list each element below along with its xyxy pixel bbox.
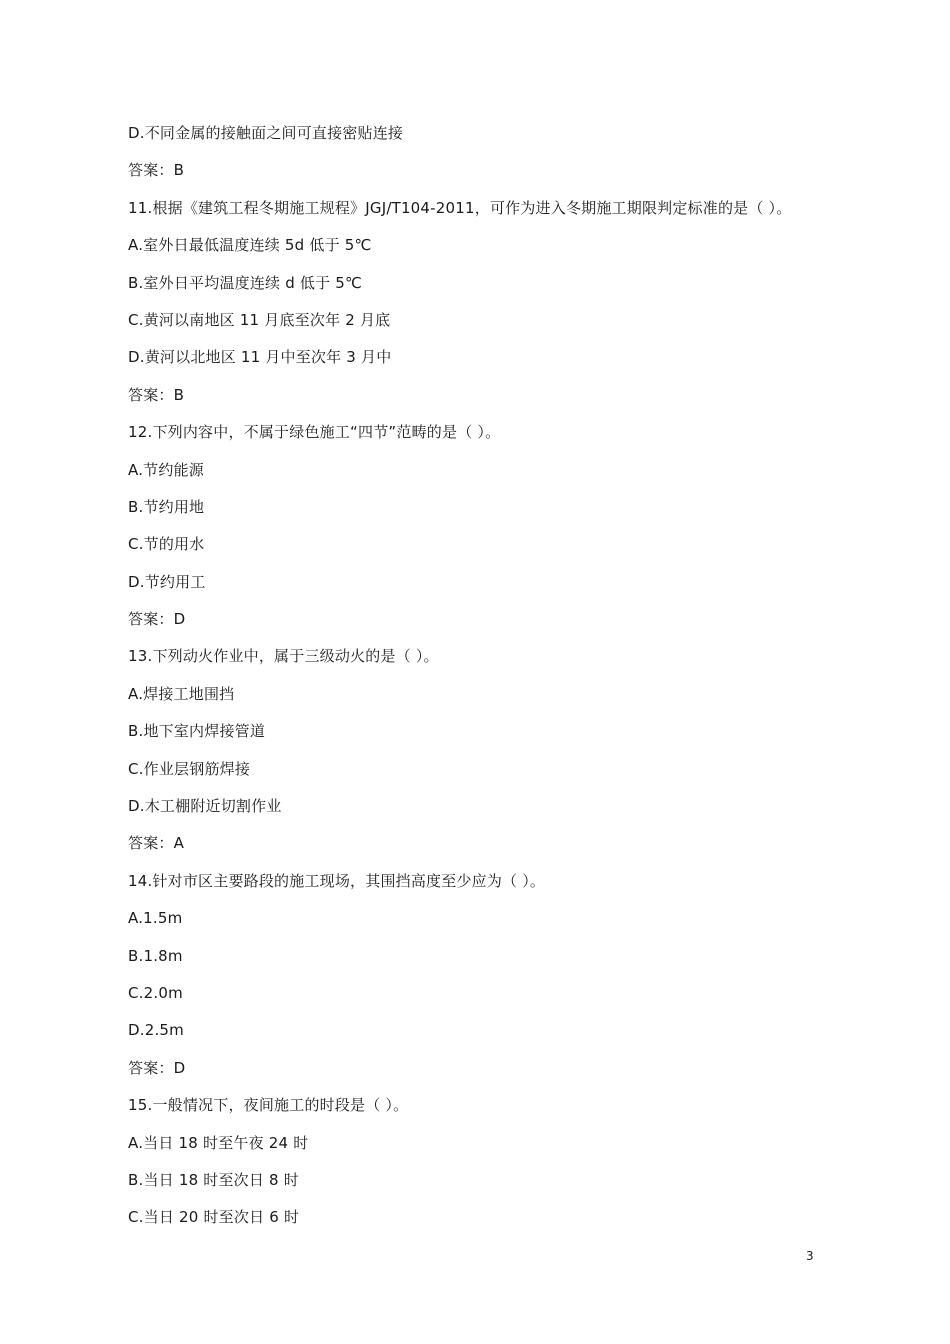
option-c-q14: C.2.0m: [128, 983, 183, 1002]
option-d-q11: D.黄河以北地区 11 月中至次年 3 月中: [128, 348, 392, 367]
question-14: 14.针对市区主要路段的施工现场，其围挡高度至少应为（ ）。: [128, 871, 546, 890]
option-c-q11: C.黄河以南地区 11 月底至次年 2 月底: [128, 310, 391, 329]
answer-q10: 答案：B: [128, 161, 185, 180]
answer-q12: 答案：D: [128, 610, 186, 629]
option-a-q12: A.节约能源: [128, 460, 204, 479]
option-a-q15: A.当日 18 时至午夜 24 时: [128, 1133, 309, 1152]
option-a-q11: A.室外日最低温度连续 5d 低于 5℃: [128, 236, 372, 255]
question-12: 12.下列内容中，不属于绿色施工“四节”范畴的是（ ）。: [128, 423, 501, 442]
option-c-q13: C.作业层钢筋焊接: [128, 759, 251, 778]
page-number: 3: [806, 1249, 814, 1263]
option-d-q14: D.2.5m: [128, 1021, 184, 1040]
answer-q14: 答案：D: [128, 1058, 186, 1077]
option-a-q13: A.焊接工地围挡: [128, 684, 235, 703]
option-d-q10: D.不同金属的接触面之间可直接密贴连接: [128, 124, 404, 142]
option-d-q12: D.节约用工: [128, 572, 206, 591]
option-b-q14: B.1.8m: [128, 946, 183, 965]
option-a-q14: A.1.5m: [128, 909, 183, 928]
option-b-q13: B.地下室内焊接管道: [128, 722, 266, 741]
answer-q13: 答案：A: [128, 834, 185, 853]
option-b-q15: B.当日 18 时至次日 8 时: [128, 1170, 299, 1189]
question-11: 11.根据《建筑工程冬期施工规程》JGJ/T104-2011，可作为进入冬期施工期限判定标准的是（ ）。: [128, 198, 792, 217]
option-c-q15: C.当日 20 时至次日 6 时: [128, 1208, 300, 1227]
option-b-q12: B.节约用地: [128, 497, 205, 516]
option-d-q13: D.木工棚附近切割作业: [128, 797, 282, 816]
option-c-q12: C.节的用水: [128, 535, 205, 554]
question-13: 13.下列动火作业中，属于三级动火的是（ ）。: [128, 647, 439, 666]
option-b-q11: B.室外日平均温度连续 d 低于 5℃: [128, 273, 363, 292]
question-content: [128, 119, 828, 1241]
answer-q11: 答案：B: [128, 385, 185, 404]
question-15: 15.一般情况下，夜间施工的时段是（ ）。: [128, 1096, 409, 1115]
